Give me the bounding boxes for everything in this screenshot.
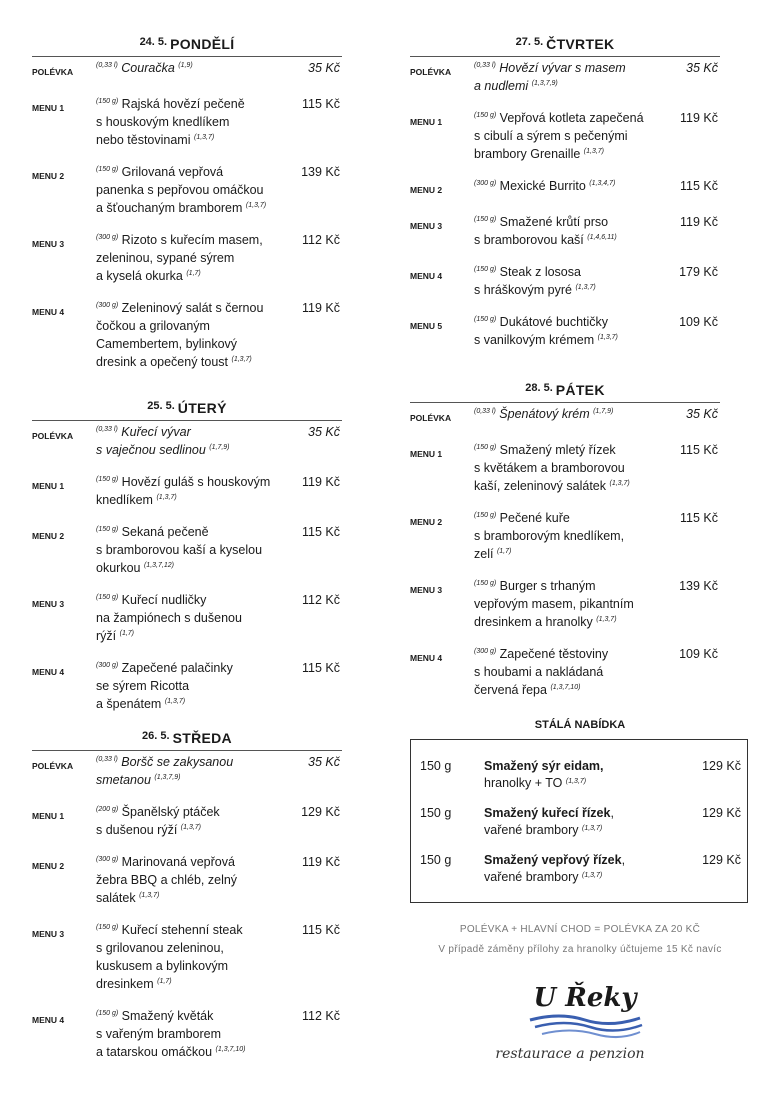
- menu-label: MENU 4: [32, 667, 65, 677]
- dish-description: [96, 921, 292, 993]
- menu-row: [32, 299, 342, 371]
- dish-line: dresinkem a hranolky: [474, 615, 593, 629]
- dish-allergens: (1,7,9): [593, 408, 614, 415]
- dish-weight: (0,33 l): [474, 408, 496, 415]
- dish-line: Španělský ptáček: [121, 805, 220, 819]
- dish-line: Kuřecí nudličky: [121, 593, 207, 607]
- dish-allergens: (1,3,7): [156, 494, 177, 501]
- dish-allergens: (1,7): [496, 548, 512, 555]
- dish-price: 112 Kč: [302, 233, 340, 247]
- dish-line: a šťouchaným bramborem: [96, 201, 243, 215]
- dish-description: [474, 313, 670, 349]
- dish-price: 115 Kč: [302, 525, 340, 539]
- menu-row: [32, 231, 342, 285]
- day-date: 26. 5.: [142, 730, 170, 742]
- day-wednesday: [32, 722, 342, 1061]
- offer-side: vařené brambory: [484, 870, 579, 884]
- dish-line: Steak z lososa: [499, 265, 581, 279]
- dish-description: [96, 591, 292, 645]
- menu-row: [32, 853, 342, 907]
- dish-weight: (150 g): [96, 98, 119, 105]
- dish-weight: (150 g): [96, 594, 119, 601]
- dish-description: [474, 109, 670, 163]
- dish-allergens: (1,3,7,9): [154, 774, 181, 781]
- day-friday: [410, 374, 720, 699]
- dish-line: Marinovaná vepřová: [121, 855, 235, 869]
- dish-line: Hovězí guláš s houskovým: [121, 475, 271, 489]
- dish-line: s bramborovou kaší a kyselou: [96, 543, 263, 557]
- dish-allergens: (1,7): [157, 978, 172, 985]
- dish-line: brambory Grenaille: [474, 147, 581, 161]
- combo-note: POLÉVKA + HLAVNÍ CHOD = POLÉVKA ZA 20 KČ: [459, 924, 701, 935]
- menu-row: [32, 921, 342, 993]
- dish-line: žebra BBQ a chléb, zelný: [96, 873, 238, 887]
- dish-price: 115 Kč: [302, 661, 340, 675]
- dish-description: [474, 645, 670, 699]
- dish-price: 119 Kč: [302, 475, 340, 489]
- dish-line: se sýrem Ricotta: [96, 679, 190, 693]
- dish-weight: (150 g): [96, 476, 119, 483]
- dish-weight: (300 g): [96, 856, 119, 863]
- dish-weight: (150 g): [474, 266, 497, 273]
- permanent-offer-row: [411, 852, 747, 886]
- soup-row: [410, 405, 720, 427]
- permanent-offer-row: [411, 758, 747, 792]
- dish-line: a kyselá okurka: [96, 269, 183, 283]
- dish-allergens: (1,3,7): [180, 824, 202, 831]
- dish-weight: (150 g): [96, 924, 119, 931]
- menu-label: MENU 1: [32, 481, 65, 491]
- permanent-offer-title: STÁLÁ NABÍDKA: [534, 719, 626, 731]
- menu-row: [32, 1007, 342, 1061]
- dish-weight: (150 g): [474, 216, 497, 223]
- menu-row: [32, 95, 342, 149]
- dish-allergens: (1,3,7): [575, 284, 596, 291]
- dish-weight: (0,33 l): [96, 62, 118, 69]
- menu-label: MENU 2: [32, 171, 65, 181]
- dish-line: zelí: [474, 547, 494, 561]
- menu-label: MENU 4: [32, 307, 65, 317]
- dish-line: Pečené kuře: [499, 511, 570, 525]
- offer-price: 129 Kč: [702, 759, 741, 773]
- dish-description: [474, 441, 670, 495]
- dish-description: [96, 1007, 292, 1061]
- dish-line: Špenátový krém: [499, 407, 590, 421]
- dish-description: [96, 753, 292, 789]
- dish-allergens: (1,7): [186, 270, 201, 277]
- dish-price: 35 Kč: [308, 425, 340, 439]
- dish-description: [96, 59, 292, 81]
- dish-description: [96, 299, 292, 371]
- dish-allergens: (1,3,7): [597, 334, 618, 341]
- dish-line: na žampiónech s dušenou: [96, 611, 242, 625]
- dish-description: [96, 659, 292, 713]
- dish-price: 112 Kč: [302, 1009, 340, 1023]
- dish-allergens: (1,3,7,9): [531, 80, 558, 87]
- dish-line: nebo těstovinami: [96, 133, 191, 147]
- dish-line: s houskovým knedlíkem: [96, 115, 230, 129]
- dish-allergens: (1,3,7): [139, 892, 160, 899]
- soup-row: [32, 423, 342, 459]
- dish-description: [474, 177, 670, 199]
- dish-line: Camembertem, bylinkový: [96, 337, 238, 351]
- dish-allergens: (1,3,7): [194, 134, 215, 141]
- dish-line: s houbami a nakládaná: [474, 665, 604, 679]
- offer-dish-name: Smažený vepřový řízek: [484, 853, 622, 867]
- dish-line: Zapečené palačinky: [121, 661, 233, 675]
- offer-allergens: (1,3,7): [581, 872, 603, 879]
- day-name: PONDĚLÍ: [170, 36, 235, 52]
- soup-row: [32, 753, 342, 789]
- menu-label: MENU 4: [410, 653, 443, 663]
- dish-line: s květákem a bramborovou: [474, 461, 625, 475]
- day-name: PÁTEK: [555, 382, 605, 398]
- dish-price: 119 Kč: [680, 215, 718, 229]
- soup-row: [410, 59, 720, 95]
- dish-line: vepřovým masem, pikantním: [474, 597, 634, 611]
- dish-description: [474, 213, 670, 249]
- dish-line: rýží: [96, 629, 117, 643]
- offer-comma: ,: [610, 806, 614, 820]
- offer-dish-name: Smažený kuřecí řízek: [484, 806, 611, 820]
- restaurant-logo: [490, 978, 680, 1068]
- offer-desc: [484, 758, 674, 792]
- dish-price: 115 Kč: [680, 443, 718, 457]
- dish-description: [96, 95, 292, 149]
- menu-row: [410, 177, 720, 199]
- dish-allergens: (1,3,7): [245, 202, 267, 209]
- dish-line: s dušenou rýží: [96, 823, 178, 837]
- logo-wave-1: [530, 1016, 640, 1024]
- day-tuesday: [32, 392, 342, 713]
- dish-line: kaší, zeleninový salátek: [474, 479, 607, 493]
- dish-line: červená řepa: [474, 683, 547, 697]
- day-header: [32, 28, 342, 57]
- menu-label: MENU 2: [410, 185, 443, 195]
- dish-line: a nudlemi: [474, 79, 529, 93]
- dish-price: 139 Kč: [679, 579, 718, 593]
- dish-weight: (300 g): [474, 180, 497, 187]
- dish-price: 139 Kč: [301, 165, 340, 179]
- dish-line: kuskusem a bylinkovým: [96, 959, 228, 973]
- dish-allergens: (1,7): [119, 630, 135, 637]
- dish-price: 119 Kč: [302, 301, 340, 315]
- dish-line: Dukátové buchtičky: [499, 315, 609, 329]
- dish-line: s vanilkovým krémem: [474, 333, 595, 347]
- dish-price: 109 Kč: [679, 647, 718, 661]
- dish-line: Boršč se zakysanou: [121, 755, 234, 769]
- dish-weight: (150 g): [474, 512, 497, 519]
- menu-label: POLÉVKA: [32, 761, 74, 771]
- dish-price: 35 Kč: [308, 755, 340, 769]
- dish-line: čočkou a grilovaným: [96, 319, 210, 333]
- dish-weight: (300 g): [96, 302, 119, 309]
- dish-line: knedlíkem: [96, 493, 153, 507]
- offer-weight: 150 g: [420, 853, 452, 867]
- dish-line: Rajská hovězí pečeně: [121, 97, 245, 111]
- dish-price: 115 Kč: [302, 97, 340, 111]
- dish-description: [96, 163, 292, 217]
- dish-allergens: (1,9): [178, 62, 193, 69]
- dish-allergens: (1,3,7): [596, 616, 617, 623]
- dish-line: Couračka: [121, 61, 175, 75]
- dish-line: Smažené krůtí prso: [499, 215, 609, 229]
- dish-line: salátek: [96, 891, 136, 905]
- menu-label: MENU 4: [410, 271, 443, 281]
- dish-weight: (0,33 l): [96, 756, 118, 763]
- dish-line: s grilovanou zeleninou,: [96, 941, 224, 955]
- dish-line: s hráškovým pyré: [474, 283, 572, 297]
- menu-row: [410, 509, 720, 563]
- dish-line: smetanou: [96, 773, 151, 787]
- offer-side: vařené brambory: [484, 823, 579, 837]
- dish-line: Kuřecí vývar: [121, 425, 191, 439]
- menu-label: POLÉVKA: [32, 431, 74, 441]
- dish-weight: (200 g): [96, 806, 119, 813]
- offer-comma: ,: [621, 853, 626, 867]
- menu-label: MENU 3: [410, 221, 443, 231]
- dish-line: Sekaná pečeně: [121, 525, 209, 539]
- dish-weight: (0,33 l): [474, 62, 496, 69]
- logo-wave-3: [542, 1031, 640, 1038]
- dish-allergens: (1,3,4,7): [589, 180, 616, 187]
- day-header: [410, 28, 720, 57]
- menu-label: MENU 3: [410, 585, 443, 595]
- day-date: 27. 5.: [515, 36, 544, 48]
- dish-weight: (150 g): [474, 316, 497, 323]
- offer-desc: [484, 805, 674, 839]
- dish-line: Hovězí vývar s masem: [499, 61, 626, 75]
- dish-description: [96, 231, 292, 285]
- menu-row: [410, 577, 720, 631]
- dish-allergens: (1,3,7,10): [215, 1046, 246, 1053]
- dish-description: [474, 509, 670, 563]
- menu-row: [410, 213, 720, 249]
- dish-line: Zeleninový salát s černou: [121, 301, 264, 315]
- menu-label: MENU 3: [32, 599, 65, 609]
- day-name: STŘEDA: [172, 730, 232, 746]
- dish-description: [474, 263, 670, 299]
- dish-price: 119 Kč: [302, 855, 340, 869]
- menu-label: MENU 5: [410, 321, 443, 331]
- dish-weight: (150 g): [96, 1010, 119, 1017]
- menu-row: [410, 313, 720, 349]
- dish-line: Mexické Burrito: [499, 179, 586, 193]
- dish-description: [96, 473, 292, 509]
- dish-weight: (150 g): [474, 580, 497, 587]
- dish-line: s vaječnou sedlinou: [96, 443, 206, 457]
- dish-weight: (0,33 l): [96, 426, 118, 433]
- dish-allergens: (1,3,7,10): [550, 684, 581, 691]
- dish-line: s bramborovým knedlíkem,: [474, 529, 625, 543]
- logo-name: U Řeky: [533, 983, 637, 1013]
- side-swap-note: V případě záměny přílohy za hranolky účtujeme 15 Kč navíc: [438, 944, 722, 955]
- dish-weight: (300 g): [96, 662, 119, 669]
- dish-weight: (150 g): [474, 112, 497, 119]
- dish-line: Smažený květák: [121, 1009, 214, 1023]
- dish-description: [96, 423, 292, 459]
- dish-description: [96, 853, 292, 907]
- offer-weight: 150 g: [420, 759, 452, 773]
- dish-price: 115 Kč: [680, 511, 718, 525]
- dish-line: dresink a opečený toust: [96, 355, 229, 369]
- menu-row: [32, 803, 342, 839]
- dish-allergens: (1,3,7,12): [143, 562, 174, 569]
- offer-weight: 150 g: [420, 806, 452, 820]
- offer-side: hranolky + TO: [484, 776, 563, 790]
- permanent-offer-box: [410, 739, 748, 903]
- day-monday: [32, 28, 342, 371]
- day-header: [410, 374, 720, 403]
- dish-price: 109 Kč: [679, 315, 718, 329]
- dish-allergens: (1,3,7): [231, 356, 252, 363]
- offer-dish-name: Smažený sýr eidam,: [484, 759, 604, 773]
- day-header: [32, 392, 342, 421]
- menu-row: [410, 263, 720, 299]
- dish-weight: (300 g): [96, 234, 119, 241]
- dish-price: 112 Kč: [302, 593, 340, 607]
- menu-row: [32, 163, 342, 217]
- dish-price: 115 Kč: [302, 923, 340, 937]
- dish-weight: (300 g): [474, 648, 497, 655]
- day-name: ÚTERÝ: [177, 400, 227, 416]
- dish-weight: (150 g): [96, 166, 119, 173]
- dish-line: s vařeným bramborem: [96, 1027, 222, 1041]
- menu-label: MENU 4: [32, 1015, 65, 1025]
- offer-desc: [484, 852, 674, 886]
- dish-description: [474, 59, 670, 95]
- menu-label: MENU 1: [410, 449, 443, 459]
- dish-line: Grilovaná vepřová: [121, 165, 224, 179]
- menu-row: [32, 473, 342, 509]
- menu-label: MENU 3: [32, 929, 65, 939]
- menu-label: MENU 3: [32, 239, 65, 249]
- dish-allergens: (1,7,9): [209, 444, 230, 451]
- dish-description: [96, 523, 292, 577]
- dish-line: okurkou: [96, 561, 141, 575]
- menu-label: POLÉVKA: [410, 413, 452, 423]
- menu-label: POLÉVKA: [32, 67, 74, 77]
- menu-row: [32, 659, 342, 713]
- dish-line: zeleninou, sypané sýrem: [96, 251, 235, 265]
- dish-line: a špenátem: [96, 697, 162, 711]
- dish-price: 35 Kč: [686, 61, 718, 75]
- dish-price: 119 Kč: [680, 111, 718, 125]
- menu-label: MENU 1: [32, 103, 65, 113]
- dish-description: [96, 803, 292, 839]
- menu-row: [32, 591, 342, 645]
- menu-row: [32, 523, 342, 577]
- menu-label: MENU 1: [32, 811, 65, 821]
- dish-line: panenka s pepřovou omáčkou: [96, 183, 264, 197]
- dish-weight: (150 g): [474, 444, 497, 451]
- dish-line: Zapečené těstoviny: [499, 647, 609, 661]
- day-date: 25. 5.: [147, 400, 175, 412]
- dish-allergens: (1,3,7): [609, 480, 630, 487]
- dish-line: Smažený mletý řízek: [499, 443, 616, 457]
- dish-allergens: (1,3,7): [164, 698, 186, 705]
- dish-weight: (150 g): [96, 526, 119, 533]
- dish-description: [474, 577, 670, 631]
- dish-line: Rizoto s kuřecím masem,: [121, 233, 263, 247]
- day-header: [32, 722, 342, 751]
- day-name: ČTVRTEK: [546, 36, 615, 52]
- dish-description: [474, 405, 670, 427]
- day-thursday: [410, 28, 720, 349]
- menu-row: [410, 441, 720, 495]
- day-date: 24. 5.: [139, 36, 168, 48]
- menu-label: MENU 2: [32, 531, 65, 541]
- logo-graphic: [490, 978, 680, 1068]
- dish-line: Kuřecí stehenní steak: [121, 923, 243, 937]
- dish-line: Burger s trhaným: [499, 579, 596, 593]
- dish-line: Vepřová kotleta zapečená: [499, 111, 644, 125]
- dish-price: 179 Kč: [679, 265, 718, 279]
- dish-price: 129 Kč: [301, 805, 340, 819]
- logo-wave-2: [535, 1023, 642, 1031]
- menu-row: [410, 109, 720, 163]
- dish-line: dresinkem: [96, 977, 154, 991]
- offer-price: 129 Kč: [702, 806, 741, 820]
- day-date: 28. 5.: [525, 382, 553, 394]
- menu-label: MENU 1: [410, 117, 443, 127]
- dish-price: 35 Kč: [686, 407, 718, 421]
- offer-allergens: (1,3,7): [565, 778, 587, 785]
- menu-label: MENU 2: [32, 861, 65, 871]
- dish-price: 35 Kč: [308, 61, 340, 75]
- menu-row: [410, 645, 720, 699]
- soup-row: [32, 59, 342, 81]
- dish-allergens: (1,3,7): [583, 148, 605, 155]
- menu-label: MENU 2: [410, 517, 443, 527]
- logo-tagline: restaurace a penzion: [495, 1046, 645, 1062]
- dish-allergens: (1,4,6,11): [587, 234, 617, 241]
- offer-allergens: (1,3,7): [581, 825, 603, 832]
- dish-line: a tatarskou omáčkou: [96, 1045, 213, 1059]
- dish-line: s cibulí a sýrem s pečenými: [474, 129, 628, 143]
- dish-line: s bramborovou kaší: [474, 233, 584, 247]
- permanent-offer-row: [411, 805, 747, 839]
- offer-price: 129 Kč: [702, 853, 741, 867]
- menu-label: POLÉVKA: [410, 67, 452, 77]
- dish-price: 115 Kč: [680, 179, 718, 193]
